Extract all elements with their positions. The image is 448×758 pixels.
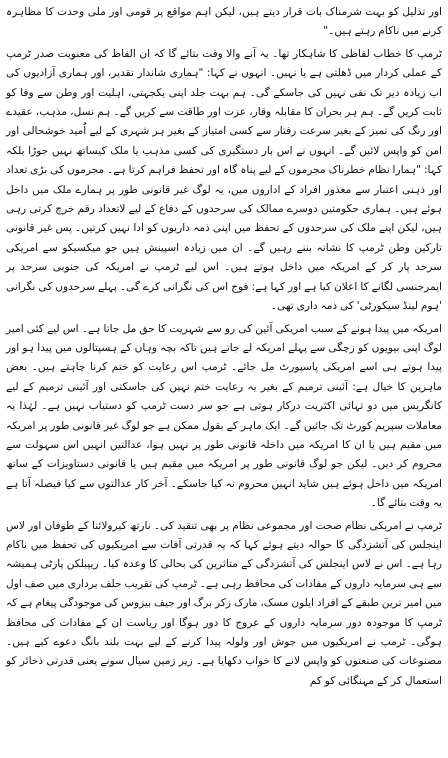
article-paragraph: امریکہ میں پیدا ہونے کے سبب امریکی آئین کی رو سے شہریت کا حق مل جاتا ہے۔ اس لیے کئی امیر لوگ اپنی بیویوں کو زچگی سے پہلے امریکہ لے جاتے ہیں تاکہ بچہ وہاں کے ہسپتالوں میں پیدا ہو اور پیدا ہوتے ہی اسے امریکی پاسپورٹ مل جائے۔ ٹرمپ اس رعایت کو ختم کرنا چاہتے ہیں۔ بعض ماہرین کا خیال ہے: آئینی ترمیم کے بغیر یہ رعایت ختم نہیں کی جاسکتی اور آئینی ترمیم کے لیے کانگریس میں دو تہائی اکثریت درکار ہوتی ہے جو سر دست ٹرمپ کو دستیاب نہیں ہے۔ لہٰذا یہ معاملات سپریم کورٹ تک جائیں گے۔ ایک ماہر کے بقول ممکن ہے جو لوگ غیر قانونی طور پر امریکہ میں مقیم ہیں یا ان کا امریکہ میں داخلہ قانونی طور پر نہیں ہوا، عدالتیں انہیں اس سہولت سے محروم کر دیں۔ لیکن جو لوگ قانونی طور پر امریکہ میں مقیم ہیں یا قانونی دستاویزات کے ساتھ امریکہ میں داخل ہوئے ہیں شاید انہیں محروم نہ کیا جاسکے۔ آخر کار عدالتوں سے کیا فیصلہ آتا ہے یہ وقت بتائے گا۔	[6, 322, 442, 510]
article-paragraph: ٹرمپ کا خطاب لفاظی کا شاہکار تھا۔ یہ آنے والا وقت بتائے گا کہ ان الفاظ کی معنویت صدر ٹرمپ کے عملی کردار میں ڈھلتی ہے یا نہیں۔ انہوں نے کہا: "ہماری شاندار تقدیر، اور ہماری آزادیوں کی اب زیادہ دیر تک نفی نہیں کی جاسکے گی۔ ہم بہت جلد اپنی یکجہتی، اہلیت اور وطن سے وفا کو ثابت کریں گے۔ ہم ہر بحران کا مقابلہ وقار، عزت اور طاقت سے کریں گے۔ ہم نسل، مذہب، عقیدے اور رنگ کی تمیز کے بغیر سرعت رفتار سے کسی امتیاز کے بغیر ہر شہری کے لیے اُمید خوشحالی اور امن کو واپس لائیں گے۔ انہوں نے اس بار دستگیری کی کسی مذہب یا ملک کیساتھ نہیں جوڑا بلکہ کہا: "ہمارا نظام خطرناک مجرموں کے لیے پناہ گاہ اور تحفظ فراہم کرتا ہے۔ مجرموں کی بڑی تعداد اور ذہنی اعتبار سے معذور افراد کے اداروں میں، یہ لوگ غیر قانونی طور پر ہمارے ملک میں داخل ہوئے ہیں۔ ہماری حکومتیں دوسرے ممالک کی سرحدوں کے دفاع کے لیے لاتعداد رقم خرچ کرتی رہی ہیں، لیکن اپنے ملک کی سرحدوں کے تحفظ میں اپنی ذمہ داریوں کو ادا نہیں کرتیں۔ پس غیر قانونی تارکین وطن ٹرمپ کا نشانہ بننے رہیں گے۔ ان میں زیادہ اسپینش ہیں جو میکسیکو سے امریکی سرحد پار کر کے امریکہ میں داخل ہوتے ہیں۔ اس لیے ٹرمپ نے امریکہ کی جنوبی سرحد پر ایمرجنسی لگانے کا اعلان کیا ہے اور کہا ہے: فوج اس کی نگرانی کرے گی۔ پہلے سرحدوں کی نگرانی 'ہوم لینڈ سیکورٹی' کی ذمہ داری تھی۔	[6, 47, 442, 313]
article-paragraph: اور تذلیل کو بہت شرمناک بات قرار دیتے ہیں، لیکن اہم مواقع پر قومی اور ملی وحدت کا مظاہرہ کرنے میں ناکام رہتے ہیں۔"	[6, 6, 442, 38]
article-paragraph: ٹرمپ نے امریکی نظام صحت اور مجموعی نظام پر بھی تنقید کی۔ نارتھ کیرولائنا کے طوفان اور لاس اینجلس کی آتشزدگی کا حوالہ دیتے ہوئے کہا کہ یہ قدرتی آفات سے امریکیوں کی تحفظ میں ناکام رہا ہے۔ اس نے لاس اینجلس کی آتشزدگی کے متاثرین کی بحالی کا وعدہ کیا۔ ریپبلکن پارٹی ہمیشہ سے ہی سرمایہ داروں کے مفادات کی محافظ رہی ہے۔ ٹرمپ کی تقریب حلف برداری میں صف اول میں امیر ترین طبقے کے افراد ایلون مسک، مارک زکر برگ اور جیف بیزوس کی موجودگی پیغام ہے کہ ٹرمپ کا موجودہ دور سرمایہ داروں کے عروج کا دور ہوگا اور ریاست ان کے مفادات کی محافظ ہوگی۔ ٹرمپ نے امریکیوں میں جوش اور ولولہ پیدا کرنے کے لیے بہت بلند بانگ دعوے کیے ہیں۔ مصنوعات کی صنعتوں کو واپس لانے کا خواب دکھایا ہے۔ زیر زمین سیال سونے یعنی قدرتی ذخائر کو استعمال کر کے مہنگائی کو کم	[6, 519, 442, 687]
